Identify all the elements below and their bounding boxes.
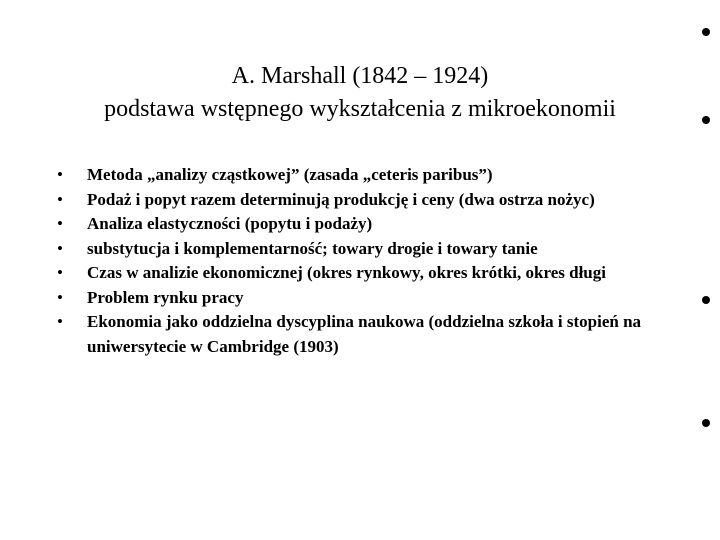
bullet-text: Metoda „analizy cząstkowej” (zasada „ceteris paribus”) xyxy=(87,165,493,184)
bullet-icon: • xyxy=(57,165,63,184)
bullet-text: Ekonomia jako oddzielna dyscyplina naukowa (oddzielna szkoła i stopień na uniwersytecie w Cambridge (1903) xyxy=(87,312,642,356)
bullet-icon: • xyxy=(57,189,63,209)
side-bullet-icon xyxy=(702,28,710,36)
bullet-item xyxy=(57,188,662,213)
bullet-item xyxy=(57,163,662,188)
bullet-item xyxy=(57,310,662,359)
side-bullet-icon xyxy=(702,419,710,427)
title-line-1: A. Marshall (1842 – 1924) xyxy=(231,63,489,89)
bullet-icon: • xyxy=(57,238,63,258)
bullet-icon: • xyxy=(57,312,63,331)
bullet-text: Analiza elastyczności (popytu i podaży) xyxy=(87,214,373,233)
bullet-text: Problem rynku pracy xyxy=(87,287,244,307)
slide-title xyxy=(40,60,680,126)
bullet-text: substytucja i komplementarność; towary drogie i towary tanie xyxy=(87,238,538,258)
bullet-item xyxy=(57,212,662,237)
bullet-item xyxy=(57,286,662,311)
bullet-icon: • xyxy=(57,214,63,233)
bullet-icon: • xyxy=(57,287,63,307)
bullet-list xyxy=(57,163,662,359)
bullet-item xyxy=(57,237,662,262)
side-bullet-icon xyxy=(702,116,710,124)
side-bullet-icon xyxy=(702,296,710,304)
bullet-text: Podaż i popyt razem determinują produkcję i ceny (dwa ostrza nożyc) xyxy=(87,189,595,209)
bullet-icon: • xyxy=(57,263,63,282)
bullet-text: Czas w analizie ekonomicznej (okres rynkowy, okres krótki, okres długi xyxy=(87,263,606,282)
bullet-item xyxy=(57,261,662,286)
title-line-2: podstawa wstępnego wykształcenia z mikroekonomii xyxy=(104,96,616,122)
